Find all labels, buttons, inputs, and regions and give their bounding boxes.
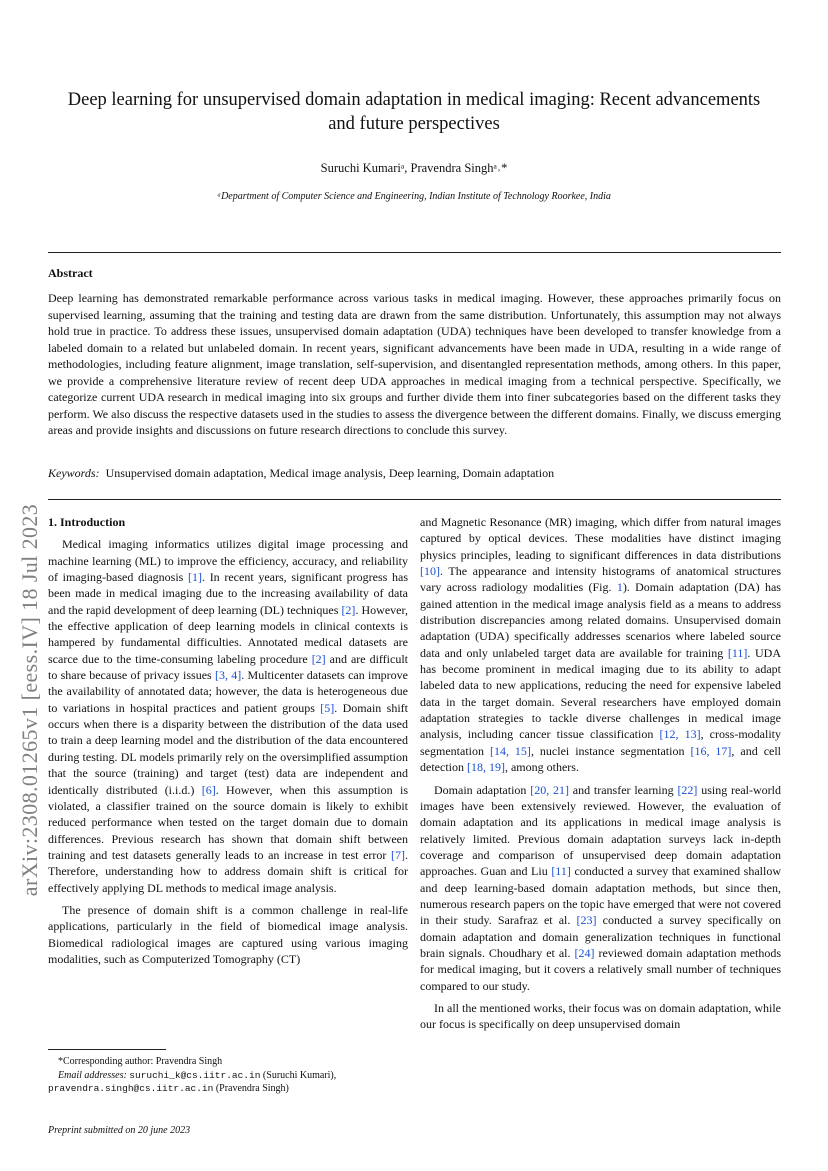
citation-link[interactable]: [10] (420, 564, 440, 579)
email-link[interactable]: suruchi_k@cs.iitr.ac.in (129, 1069, 261, 1081)
keywords-label: Keywords: (48, 466, 100, 480)
citation-link[interactable]: [16, 17] (690, 743, 732, 758)
email-link[interactable]: pravendra.singh@cs.iitr.ac.in (48, 1083, 214, 1094)
left-column (48, 514, 408, 967)
citation-link[interactable]: [6] (201, 782, 216, 797)
email-owner: (Suruchi Kumari), (262, 1069, 337, 1081)
paragraph: and Magnetic Resonance (MR) imaging, which differ from natural images captured by optical devices. These modalities have distinct imaging physics principles, leading to significant differences in data distributions [10]. The appearance and intensity histograms of anatomical structures vary across radiology modalities (Fig. 1). Domain adaptation (DA) has gained attention in the medical image analysis field as a means to address distribution discrepancies among related domains. Unsupervised domain adaptation (UDA) specifically addresses scenarios where labeled source data and only unlabeled target data are available for training [11]. UDA has become prominent in medical imaging due to its ability to adapt labeled data to new applications, reducing the need for expensive labeled data in the target domain. Several researchers have employed domain adaptation strategies to tackle diverse challenges in medical image analysis, including cancer tissue classification [12, 13], cross-modality segmentation [14, 15], nuclei instance segmentation [16, 17], and cell detection [18, 19], among others. (420, 515, 782, 775)
email-label: Email addresses: (58, 1069, 127, 1081)
citation-link[interactable]: [11] (551, 864, 571, 879)
keywords (48, 466, 781, 481)
citation-link[interactable]: [7] (391, 847, 405, 862)
paragraph: Medical imaging informatics utilizes digital image processing and machine learning (ML) to improve the efficiency, accuracy, and reliability of imaging-based diagnosis [1]. In recent years, significant progress has been made in medical imaging due to the increasing availability of data and the rapid development of deep learning (DL) techniques [2]. However, the effective application of deep learning models in clinical contexts is hampered by fundamental difficulties. Annotated medical datasets are scarce due to the time-consuming labeling procedure [2] and are difficult to share because of privacy issues [3, 4]. Multicenter datasets can improve the availability of annotated data; however, the data is heterogeneous due to variations in hospital practices and patient groups [5]. Domain shift occurs when there is a disparity between the distribution of the data used to train a deep learning model and the distribution of the data encountered during testing. DL models primarily rely on the oversimplified assumption that the source (training) and target (test) data are independent and identically distributed (i.i.d.) [6]. However, when this assumption is violated, a classifier trained on the source domain is likely to exhibit reduced performance when tested on the target domain due to domain differences. Previous research has shown that domain shift between training and test datasets generally leads to an increase in test error [7]. Therefore, understanding how to address domain shift is critical for effectively applying DL methods to medical image analysis. (48, 537, 409, 895)
abstract-text: Deep learning has demonstrated remarkable performance across various tasks in medical imaging. However, these approaches primarily focus on supervised learning, assuming that the training and testing data are drawn from the same distribution. Unfortunately, this assumption may not always hold true in practice. To address these issues, unsupervised domain adaptation (UDA) techniques have been developed to transfer knowledge from a labeled domain to a related but unlabeled domain. In recent years, significant advancements have been made in UDA, resulting in a wide range of methodologies, including feature alignment, image translation, self-supervision, and disentangled representation methods, among others. In this paper, we provide a comprehensive literature review of recent deep UDA approaches in medical imaging from a technical perspective. Specifically, we categorize current UDA research in medical imaging into six groups and further divide them into finer subcategories based on the different tasks they perform. We also discuss the respective datasets used in the studies to assess the divergence between the different domains. Finally, we discuss emerging areas and provide insights and discussions on future research directions to conclude this survey. (48, 291, 781, 437)
footnote-rule (48, 1049, 166, 1050)
citation-link[interactable]: [5] (320, 700, 335, 715)
citation-link[interactable]: [18, 19] (466, 760, 505, 775)
arxiv-stamp: arXiv:2308.01265v1 [eess.IV] 18 Jul 2023 (17, 503, 42, 897)
citation-link[interactable]: [23] (576, 913, 597, 928)
citation-link[interactable]: [12, 13] (659, 727, 701, 742)
citation-link[interactable]: [24] (574, 945, 595, 960)
citation-link[interactable]: [22] (677, 782, 698, 797)
citation-link[interactable]: [14, 15] (489, 743, 531, 758)
bottom-rule (48, 499, 781, 500)
citation-link[interactable]: Fig. 1 (592, 580, 623, 595)
paper-title: Deep learning for unsupervised domain adaptation in medical imaging: Recent advancements and future perspectives (67, 90, 761, 134)
preprint-note: Preprint submitted on 20 june 2023 (48, 1125, 191, 1136)
email-owner: (Pravendra Singh) (215, 1083, 289, 1094)
citation-link[interactable]: [1] (188, 570, 203, 585)
citation-link[interactable]: [20, 21] (530, 782, 569, 797)
citation-link[interactable]: [11] (727, 645, 748, 660)
paragraph: Domain adaptation [20, 21] and transfer learning [22] using real-world images have been extensively reviewed. However, the evaluation of domain adaptation and its applications in medical image analysis is relatively limited. Previous domain adaptation surveys lack in-depth coverage and comparison of unsupervised deep domain adaptation approaches. Guan and Liu [11] conducted a survey that examined shallow and deep learning-based domain adaptation methods, but since then, numerous research papers on the topic have emerged that were not covered in their study. Sarafraz et al. [23] conducted a survey specifically on domain adaptation and domain generalization techniques in functional brain signals. Choudhary et al. [24] reviewed domain adaptation methods for medical imaging, but it covers a relatively small number of techniques compared to our study. (420, 782, 782, 993)
citation-link[interactable]: [2] (341, 602, 356, 617)
right-column (420, 514, 781, 1033)
paragraph: The presence of domain shift is a common challenge in real-life applications, particularly in the field of biomedical image analysis. Biomedical radiological images are captured using various imaging modalities, such as Computerized Tomography (CT) (48, 902, 408, 966)
top-rule (48, 252, 781, 253)
citation-link[interactable]: [2] (311, 651, 326, 666)
paragraph: In all the mentioned works, their focus was on domain adaptation, while our focus is specifically on deep unsupervised domain (420, 1000, 781, 1032)
citation-link[interactable]: [3, 4] (214, 668, 242, 683)
keywords-list: Unsupervised domain adaptation, Medical image analysis, Deep learning, Domain adaptation (105, 466, 555, 480)
affiliation: ᵃDepartment of Computer Science and Engineering, Indian Institute of Technology Roorkee, India (217, 191, 611, 202)
corresponding-author: *Corresponding author: Pravendra Singh (58, 1056, 223, 1067)
section-heading: 1. Introduction (48, 515, 126, 529)
footnote (48, 1055, 408, 1096)
author-list: Suruchi Kumariᵃ, Pravendra Singhᵃ˒* (320, 161, 508, 175)
abstract-heading: Abstract (48, 266, 93, 280)
